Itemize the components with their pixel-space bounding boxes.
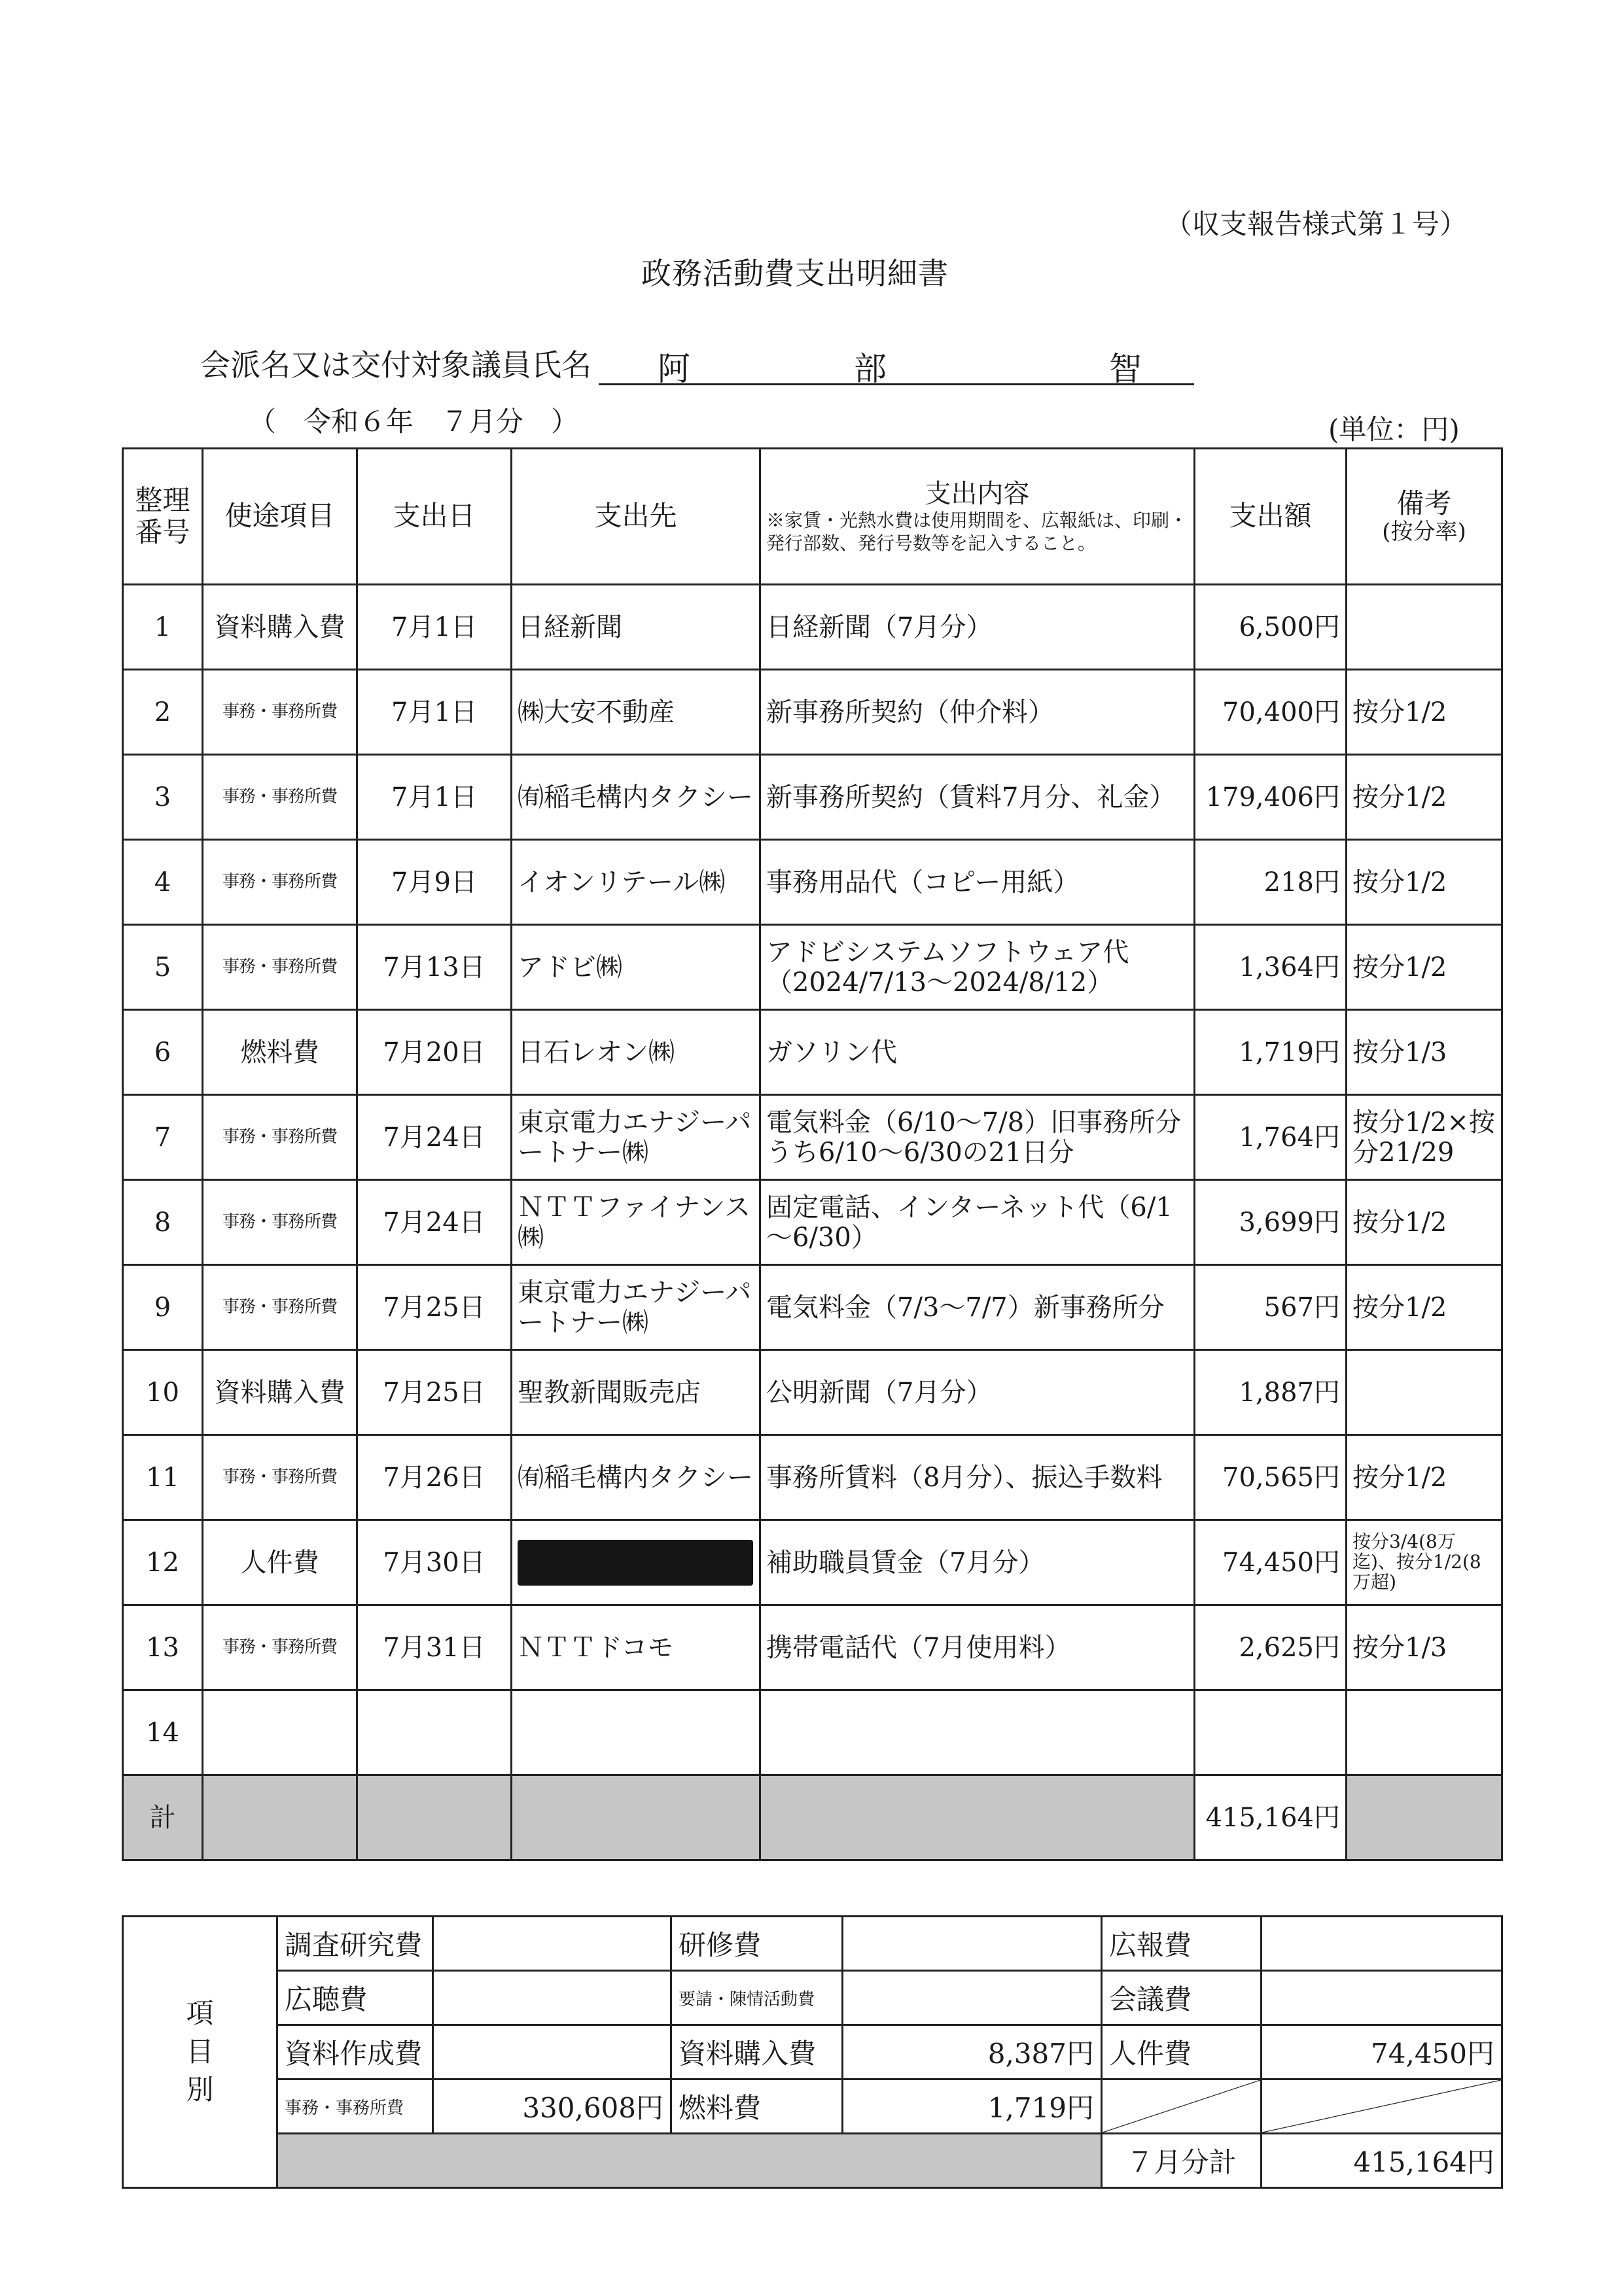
row-no: 11 bbox=[123, 1435, 203, 1520]
row-payee: イオンリテール㈱ bbox=[512, 840, 760, 925]
header-amount: 支出額 bbox=[1195, 449, 1347, 585]
total-blank bbox=[760, 1775, 1195, 1860]
table-row bbox=[123, 1265, 1502, 1350]
summary-gray-area bbox=[277, 2134, 1102, 2188]
row-no: 7 bbox=[123, 1095, 203, 1180]
summary-value bbox=[843, 1917, 1102, 1971]
month-total-value: 415,164円 bbox=[1262, 2134, 1502, 2188]
row-note: 按分1/3 bbox=[1347, 1010, 1502, 1095]
row-date: 7月25日 bbox=[357, 1265, 512, 1350]
header-note bbox=[1347, 449, 1502, 585]
redaction-block bbox=[518, 1540, 753, 1586]
row-note: 按分1/2 bbox=[1347, 1265, 1502, 1350]
row-note: 按分1/2 bbox=[1347, 840, 1502, 925]
row-date bbox=[357, 1690, 512, 1775]
table-row bbox=[123, 1350, 1502, 1435]
table-row bbox=[123, 1180, 1502, 1265]
row-payee bbox=[512, 1690, 760, 1775]
summary-value bbox=[433, 1917, 671, 1971]
row-payee: ㈱大安不動産 bbox=[512, 670, 760, 755]
summary-label: 燃料費 bbox=[671, 2079, 843, 2134]
summary-value bbox=[1262, 1971, 1502, 2025]
row-no: 3 bbox=[123, 755, 203, 840]
total-blank bbox=[1347, 1775, 1502, 1860]
row-amount: 70,400円 bbox=[1195, 670, 1347, 755]
total-blank bbox=[512, 1775, 760, 1860]
row-amount: 74,450円 bbox=[1195, 1520, 1347, 1605]
document-title: 政務活動費支出明細書 bbox=[641, 256, 949, 291]
summary-side-label bbox=[123, 1917, 277, 2188]
member-name-char: 智 bbox=[1109, 350, 1142, 388]
row-no: 4 bbox=[123, 840, 203, 925]
row-payee: 聖教新聞販売店 bbox=[512, 1350, 760, 1435]
member-label: 会派名又は交付対象議員氏名 bbox=[200, 347, 591, 383]
row-amount: 1,719円 bbox=[1195, 1010, 1347, 1095]
summary-label: 調査研究費 bbox=[277, 1917, 433, 1971]
summary-label: 広報費 bbox=[1102, 1917, 1262, 1971]
row-payee: 日石レオン㈱ bbox=[512, 1010, 760, 1095]
summary-value: 330,608円 bbox=[433, 2079, 671, 2134]
row-date: 7月20日 bbox=[357, 1010, 512, 1095]
header-content-note: ※家賃・光熱水費は使用期間を、広報紙は、印刷・発行部数、発行号数等を記入すること。 bbox=[766, 509, 1188, 554]
header-note-sub: (按分率) bbox=[1382, 519, 1466, 546]
summary-value: 1,719円 bbox=[843, 2079, 1102, 2134]
row-content bbox=[760, 1690, 1195, 1775]
row-date: 7月26日 bbox=[357, 1435, 512, 1520]
table-row bbox=[123, 1095, 1502, 1180]
table-row bbox=[123, 925, 1502, 1010]
summary-label: 資料作成費 bbox=[277, 2025, 433, 2079]
row-category: 事務・事務所費 bbox=[203, 755, 357, 840]
row-date: 7月30日 bbox=[357, 1520, 512, 1605]
summary-value: 8,387円 bbox=[843, 2025, 1102, 2079]
summary-row bbox=[123, 1917, 1502, 1971]
total-row bbox=[123, 1775, 1502, 1860]
row-date: 7月24日 bbox=[357, 1180, 512, 1265]
side-label-char: 項 bbox=[186, 1996, 214, 2029]
total-amount: 415,164円 bbox=[1195, 1775, 1347, 1860]
summary-row bbox=[123, 2025, 1502, 2079]
row-payee: 東京電力エナジーパートナー㈱ bbox=[512, 1095, 760, 1180]
side-label-char: 目 bbox=[186, 2035, 214, 2068]
row-amount: 1,364円 bbox=[1195, 925, 1347, 1010]
member-name-char: 阿 bbox=[658, 350, 690, 388]
row-category: 人件費 bbox=[203, 1520, 357, 1605]
row-category: 資料購入費 bbox=[203, 1350, 357, 1435]
row-note: 按分1/2 bbox=[1347, 1435, 1502, 1520]
row-category: 事務・事務所費 bbox=[203, 670, 357, 755]
row-no: 8 bbox=[123, 1180, 203, 1265]
row-content: 補助職員賃金（7月分） bbox=[760, 1520, 1195, 1605]
category-summary-table bbox=[122, 1915, 1503, 2189]
summary-value bbox=[433, 2025, 671, 2079]
total-label: 計 bbox=[123, 1775, 203, 1860]
summary-label: 人件費 bbox=[1102, 2025, 1262, 2079]
summary-value: 74,450円 bbox=[1262, 2025, 1502, 2079]
table-row bbox=[123, 1520, 1502, 1605]
row-category: 燃料費 bbox=[203, 1010, 357, 1095]
summary-row bbox=[123, 2079, 1502, 2134]
table-row bbox=[123, 1435, 1502, 1520]
row-payee: アドビ㈱ bbox=[512, 925, 760, 1010]
row-content: 電気料金（6/10～7/8）旧事務所分 うち6/10～6/30の21日分 bbox=[760, 1095, 1195, 1180]
row-payee: 東京電力エナジーパートナー㈱ bbox=[512, 1265, 760, 1350]
diagonal-strike bbox=[1262, 2080, 1501, 2132]
row-content: 電気料金（7/3～7/7）新事務所分 bbox=[760, 1265, 1195, 1350]
row-no: 9 bbox=[123, 1265, 203, 1350]
row-content: 携帯電話代（7月使用料） bbox=[760, 1605, 1195, 1690]
row-category: 事務・事務所費 bbox=[203, 1605, 357, 1690]
summary-label: 広聴費 bbox=[277, 1971, 433, 2025]
header-category: 使途項目 bbox=[203, 449, 357, 585]
header-content-title: 支出内容 bbox=[925, 478, 1030, 509]
table-row bbox=[123, 670, 1502, 755]
member-name-char: 部 bbox=[854, 350, 887, 388]
row-amount: 70,565円 bbox=[1195, 1435, 1347, 1520]
row-date: 7月24日 bbox=[357, 1095, 512, 1180]
table-header-row bbox=[123, 449, 1502, 585]
row-content: 新事務所契約（仲介料） bbox=[760, 670, 1195, 755]
row-note bbox=[1347, 585, 1502, 670]
row-payee: ㈲稲毛構内タクシー bbox=[512, 1435, 760, 1520]
row-payee: ＮＴＴドコモ bbox=[512, 1605, 760, 1690]
row-amount: 2,625円 bbox=[1195, 1605, 1347, 1690]
row-payee: 日経新聞 bbox=[512, 585, 760, 670]
row-no: 2 bbox=[123, 670, 203, 755]
row-amount: 3,699円 bbox=[1195, 1180, 1347, 1265]
row-payee: ㈲稲毛構内タクシー bbox=[512, 755, 760, 840]
summary-label: 要請・陳情活動費 bbox=[671, 1971, 843, 2025]
total-blank bbox=[203, 1775, 357, 1860]
header-payee: 支出先 bbox=[512, 449, 760, 585]
row-amount: 6,500円 bbox=[1195, 585, 1347, 670]
month-total-label: ７月分計 bbox=[1102, 2134, 1262, 2188]
table-row bbox=[123, 585, 1502, 670]
row-note: 按分1/3 bbox=[1347, 1605, 1502, 1690]
total-blank bbox=[357, 1775, 512, 1860]
summary-label: 会議費 bbox=[1102, 1971, 1262, 2025]
row-category: 資料購入費 bbox=[203, 585, 357, 670]
summary-label: 事務・事務所費 bbox=[277, 2079, 433, 2134]
row-date: 7月1日 bbox=[357, 585, 512, 670]
row-no: 12 bbox=[123, 1520, 203, 1605]
row-date: 7月31日 bbox=[357, 1605, 512, 1690]
form-number: （収支報告様式第１号） bbox=[1165, 208, 1468, 240]
row-content: ガソリン代 bbox=[760, 1010, 1195, 1095]
row-no: 13 bbox=[123, 1605, 203, 1690]
row-note: 按分1/2×按分21/29 bbox=[1347, 1095, 1502, 1180]
summary-row bbox=[123, 2134, 1502, 2188]
row-date: 7月9日 bbox=[357, 840, 512, 925]
side-label-char: 別 bbox=[186, 2074, 214, 2106]
row-amount bbox=[1195, 1690, 1347, 1775]
row-content: 公明新聞（7月分） bbox=[760, 1350, 1195, 1435]
row-content: 新事務所契約（賃料7月分、礼金） bbox=[760, 755, 1195, 840]
row-payee: ＮＴＴファイナンス㈱ bbox=[512, 1180, 760, 1265]
table-row bbox=[123, 840, 1502, 925]
summary-value bbox=[1262, 1917, 1502, 1971]
row-no: 14 bbox=[123, 1690, 203, 1775]
row-note bbox=[1347, 1690, 1502, 1775]
unused-cell bbox=[1102, 2079, 1262, 2134]
header-content bbox=[760, 449, 1195, 585]
row-amount: 567円 bbox=[1195, 1265, 1347, 1350]
row-note bbox=[1347, 1350, 1502, 1435]
row-content: 事務用品代（コピー用紙） bbox=[760, 840, 1195, 925]
row-content: アドビシステムソフトウェア代（2024/7/13～2024/8/12） bbox=[760, 925, 1195, 1010]
row-amount: 1,764円 bbox=[1195, 1095, 1347, 1180]
row-category bbox=[203, 1690, 357, 1775]
row-date: 7月13日 bbox=[357, 925, 512, 1010]
summary-label: 資料購入費 bbox=[671, 2025, 843, 2079]
summary-value bbox=[843, 1971, 1102, 2025]
row-payee-redacted bbox=[512, 1520, 760, 1605]
row-note: 按分1/2 bbox=[1347, 670, 1502, 755]
row-amount: 1,887円 bbox=[1195, 1350, 1347, 1435]
header-date: 支出日 bbox=[357, 449, 512, 585]
row-no: 5 bbox=[123, 925, 203, 1010]
row-category: 事務・事務所費 bbox=[203, 1180, 357, 1265]
row-category: 事務・事務所費 bbox=[203, 1435, 357, 1520]
row-no: 6 bbox=[123, 1010, 203, 1095]
row-date: 7月1日 bbox=[357, 755, 512, 840]
unit-label: (単位：円) bbox=[1328, 413, 1460, 445]
table-row bbox=[123, 1690, 1502, 1775]
diagonal-strike bbox=[1103, 2080, 1260, 2132]
header-note-title: 備考 bbox=[1396, 487, 1452, 519]
summary-row bbox=[123, 1971, 1502, 2025]
summary-value bbox=[433, 1971, 671, 2025]
row-note: 按分1/2 bbox=[1347, 925, 1502, 1010]
member-name-field bbox=[599, 343, 1194, 388]
table-row bbox=[123, 1010, 1502, 1095]
row-content: 事務所賃料（8月分）、振込手数料 bbox=[760, 1435, 1195, 1520]
table-row bbox=[123, 755, 1502, 840]
row-amount: 218円 bbox=[1195, 840, 1347, 925]
row-note: 按分1/2 bbox=[1347, 1180, 1502, 1265]
row-no: 10 bbox=[123, 1350, 203, 1435]
row-date: 7月1日 bbox=[357, 670, 512, 755]
row-category: 事務・事務所費 bbox=[203, 840, 357, 925]
summary-label: 研修費 bbox=[671, 1917, 843, 1971]
header-no: 整理番号 bbox=[123, 449, 203, 585]
row-category: 事務・事務所費 bbox=[203, 1265, 357, 1350]
row-content: 日経新聞（7月分） bbox=[760, 585, 1195, 670]
unused-cell bbox=[1262, 2079, 1502, 2134]
row-category: 事務・事務所費 bbox=[203, 1095, 357, 1180]
row-note: 按分3/4(8万迄)、按分1/2(8万超) bbox=[1347, 1520, 1502, 1605]
row-date: 7月25日 bbox=[357, 1350, 512, 1435]
report-period: （ 令和６年 ７月分 ） bbox=[249, 406, 579, 438]
expense-table bbox=[122, 447, 1503, 1861]
table-row bbox=[123, 1605, 1502, 1690]
row-content: 固定電話、インターネット代（6/1～6/30） bbox=[760, 1180, 1195, 1265]
row-category: 事務・事務所費 bbox=[203, 925, 357, 1010]
row-amount: 179,406円 bbox=[1195, 755, 1347, 840]
row-note: 按分1/2 bbox=[1347, 755, 1502, 840]
row-no: 1 bbox=[123, 585, 203, 670]
